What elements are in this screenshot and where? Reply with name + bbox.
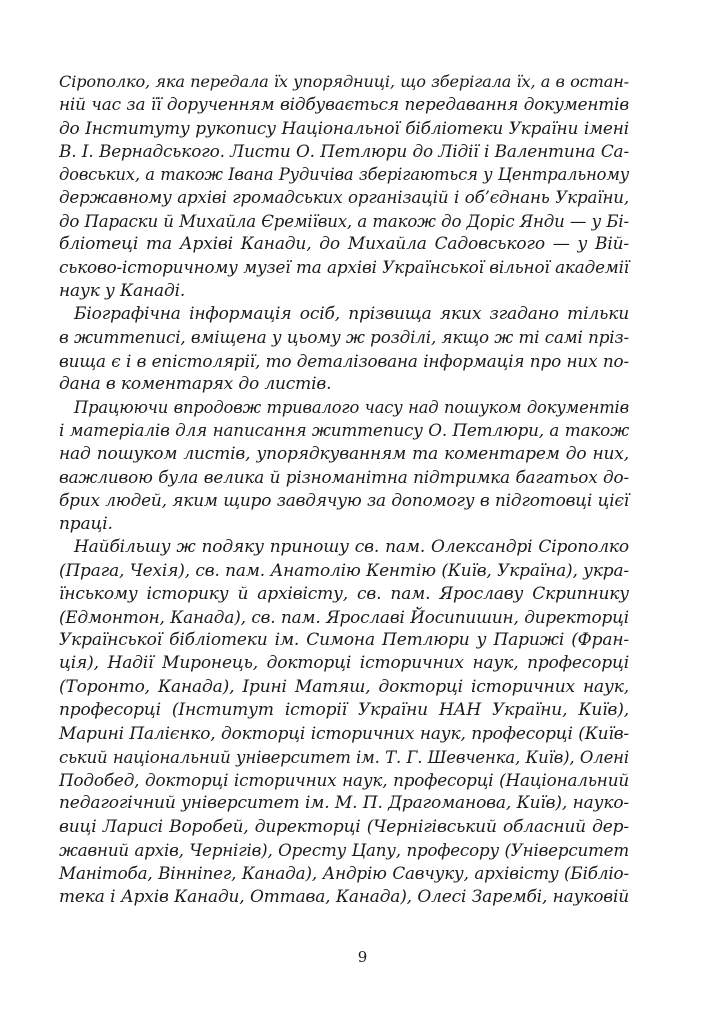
text-line: наук у Канаді. — [59, 280, 186, 301]
text-line: Працюючи впродовж тривалого часу над пошуком документів — [74, 398, 629, 418]
text-line: жавний архів, Чернігів), Оресту Цапу, професору (Університет — [59, 840, 629, 860]
text-line: педагогічний університет ім. М. П. Драгоманова, Київ), науко- — [59, 793, 629, 814]
paragraph — [59, 536, 629, 909]
text-line: Української бібліотеки ім. Симона Петлюри у Парижі (Фран- — [59, 630, 629, 651]
text-line: (Едмонтон, Канада), св. пам. Ярославі Йосипишин, директорці — [59, 606, 629, 627]
text-line: до Інституту рукопису Національної бібліотеки України імені — [59, 117, 629, 138]
text-line: їнському історику й архівісту, св. пам. Ярославу Скрипнику — [59, 583, 629, 604]
text-line: бліотеці та Архіві Канади, до Михайла Садовського — у Вій- — [59, 234, 629, 255]
text-line: тека і Архів Канади, Оттава, Канада), Олесі Зарембі, науковій — [59, 886, 629, 907]
text-line: Найбільшу ж подяку приношу св. пам. Олександрі Сірополко — [74, 536, 629, 557]
page-body-text — [59, 70, 629, 909]
text-line: ськово-історичному музеї та архіві Української вільної академії — [59, 257, 629, 278]
text-line: ній час за її дорученням відбувається передавання документів — [59, 94, 629, 115]
text-line: довських, а також Івана Рудичіва зберігаються у Центральному — [59, 165, 629, 185]
text-line: Біографічна інформація осіб, прізвища яких згадано тільки — [74, 303, 629, 324]
text-line: (Торонто, Канада), Ірині Матяш, докторці історичних наук, — [59, 676, 629, 697]
text-line: професорці (Інститут історії України НАН України, Київ), — [59, 700, 629, 721]
text-line: і матеріалів для написання життепису О. Петлюри, а також — [59, 420, 629, 441]
paragraph — [59, 70, 629, 303]
text-line: над пошуком листів, упорядкуванням та коментарем до них, — [59, 443, 629, 464]
text-line: важливою була велика й різноманітна підтримка багатьох до- — [59, 467, 629, 488]
text-line: виці Ларисі Воробей, директорці (Чернігівський обласний дер- — [59, 816, 629, 837]
text-line: Марині Палієнко, докторці історичних наук, професорці (Київ- — [59, 723, 629, 744]
paragraph — [59, 396, 629, 536]
paragraph — [59, 303, 629, 396]
text-line: Манітоба, Вінніпег, Канада), Андрію Савчуку, архівісту (Бібліо- — [59, 863, 629, 884]
text-line: в життеписі, вміщена у цьому ж розділі, якщо ж ті самі пріз- — [59, 327, 629, 348]
text-line: ція), Надії Миронець, докторці історичних наук, професорці — [59, 653, 629, 674]
text-line: Подобед, докторці історичних наук, професорці (Національний — [59, 769, 629, 790]
text-line: брих людей, яким щиро завдячую за допомогу в підготовці цієї — [59, 490, 629, 511]
text-line: Сірополко, яка передала їх упорядниці, що зберігала їх, а в остан- — [59, 72, 629, 91]
text-line: до Параски й Михайла Єреміївих, а також до Доріс Янди — у Бі- — [59, 211, 629, 231]
text-line: вища є і в епістолярії, то деталізована інформація про них по- — [59, 350, 629, 371]
text-line: праці. — [59, 513, 113, 534]
text-line: державному архіві громадських організацій і об’єднань України, — [59, 188, 629, 208]
page-number: 9 — [357, 948, 368, 966]
text-line: В. І. Вернадського. Листи О. Петлюри до Лідії і Валентина Са- — [59, 140, 629, 161]
text-line: ський національний університет ім. Т. Г. Шевченка, Київ), Олені — [59, 747, 629, 767]
text-line: (Прага, Чехія), св. пам. Анатолію Кентію (Київ, Україна), укра- — [59, 560, 629, 581]
text-line: дана в коментарях до листів. — [59, 373, 332, 394]
